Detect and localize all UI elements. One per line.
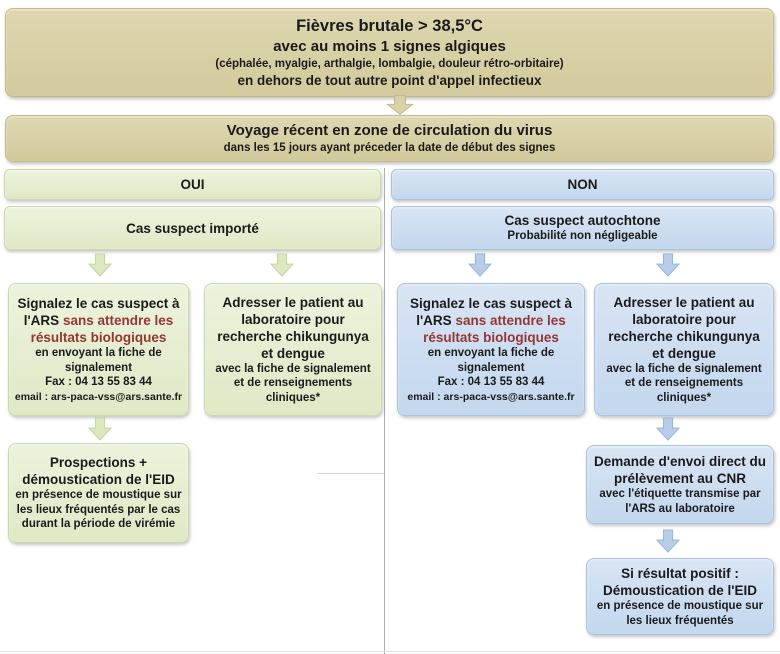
lab-referral-box-imported xyxy=(204,283,382,416)
notify-method: en envoyant la fiche de signalement xyxy=(35,347,162,374)
notify-fax: Fax : 04 13 55 83 44 xyxy=(437,376,545,389)
notify-urgency: sans attendre les résultats biologiques xyxy=(30,313,174,346)
case-autochthonous-subtitle: Probabilité non négligeable xyxy=(507,230,658,243)
cnr-detail: avec l'étiquette transmise par l'ARS au laboratoire xyxy=(599,488,761,515)
notify-method: en envoyant la fiche de signalement xyxy=(427,347,555,374)
positive-title-line1: Si résultat positif : xyxy=(621,566,739,581)
positive-detail: en présence de moustique sur les lieux fréquentés xyxy=(596,600,764,627)
down-arrow-icon xyxy=(656,528,680,554)
control-title: Prospections + démoustication de l'EID xyxy=(22,455,175,488)
notify-ars-box-imported xyxy=(8,283,189,416)
positive-result-box xyxy=(586,558,774,635)
divider-tick xyxy=(318,473,384,474)
down-arrow-icon xyxy=(88,417,112,441)
criteria-condition: en dehors de tout autre point d'appel infectieux xyxy=(237,72,542,88)
case-autochthonous-title: Cas suspect autochtone xyxy=(504,213,661,229)
lab-referral-box-autochthonous xyxy=(594,283,774,416)
lab-title: Adresser le patient au laboratoire pour recherche chikungunya et dengue xyxy=(608,294,760,361)
lab-detail: avec la fiche de signalement et de renseignements cliniques* xyxy=(606,362,762,404)
answer-non xyxy=(391,169,774,200)
down-arrow-icon xyxy=(468,252,492,278)
travel-subtitle: dans les 15 jours ayant préceder la date de début des signes xyxy=(223,142,556,155)
answer-oui xyxy=(4,169,381,200)
notify-intro: Signalez le cas suspect à l'ARS xyxy=(409,296,573,329)
case-imported-header xyxy=(4,206,381,250)
notify-ars-box-autochthonous xyxy=(397,283,585,416)
down-arrow-icon xyxy=(656,417,680,441)
notify-email: email : ars-paca-vss@ars.sante.fr xyxy=(407,390,575,403)
case-autochthonous-header xyxy=(391,206,774,250)
down-arrow-icon xyxy=(88,252,112,278)
control-detail: en présence de moustique sur les lieux fréquentés par le cas durant la période de virémie xyxy=(15,489,182,531)
notify-text xyxy=(404,295,578,346)
travel-title: Voyage récent en zone de circulation du virus xyxy=(226,122,553,140)
criteria-title: Fièvres brutale > 38,5°C xyxy=(296,17,483,36)
notify-email: email : ars-paca-vss@ars.sante.fr xyxy=(14,390,183,403)
cnr-shipment-box xyxy=(586,445,774,524)
lab-detail: avec la fiche de signalement et de renseignements cliniques* xyxy=(215,362,371,404)
notify-fax: Fax : 04 13 55 83 44 xyxy=(45,376,152,389)
down-arrow-icon xyxy=(386,95,414,115)
case-imported-title: Cas suspect importé xyxy=(126,220,259,236)
criteria-subtitle: avec au moins 1 signes algiques xyxy=(273,38,506,56)
positive-title-line2: Démoustication de l'EID xyxy=(603,583,757,598)
answer-non-label: NON xyxy=(567,177,598,192)
down-arrow-icon xyxy=(656,252,680,278)
bottom-edge xyxy=(0,651,780,652)
branch-divider xyxy=(384,168,385,654)
answer-oui-label: OUI xyxy=(180,177,205,192)
notify-urgency: sans attendre les résultats biologiques xyxy=(423,313,566,346)
down-arrow-icon xyxy=(270,252,294,278)
notify-text xyxy=(15,295,182,346)
criteria-banner xyxy=(5,8,774,97)
criteria-examples: (céphalée, myalgie, arthalgie, lombalgie, douleur rétro-orbitaire) xyxy=(215,58,564,71)
travel-banner xyxy=(5,115,774,162)
notify-intro: Signalez le cas suspect à l'ARS xyxy=(17,296,180,329)
vector-control-box xyxy=(8,443,189,543)
cnr-title: Demande d'envoi direct du prélèvement au CNR xyxy=(594,454,766,486)
lab-title: Adresser le patient au laboratoire pour recherche chikungunya et dengue xyxy=(217,294,369,361)
